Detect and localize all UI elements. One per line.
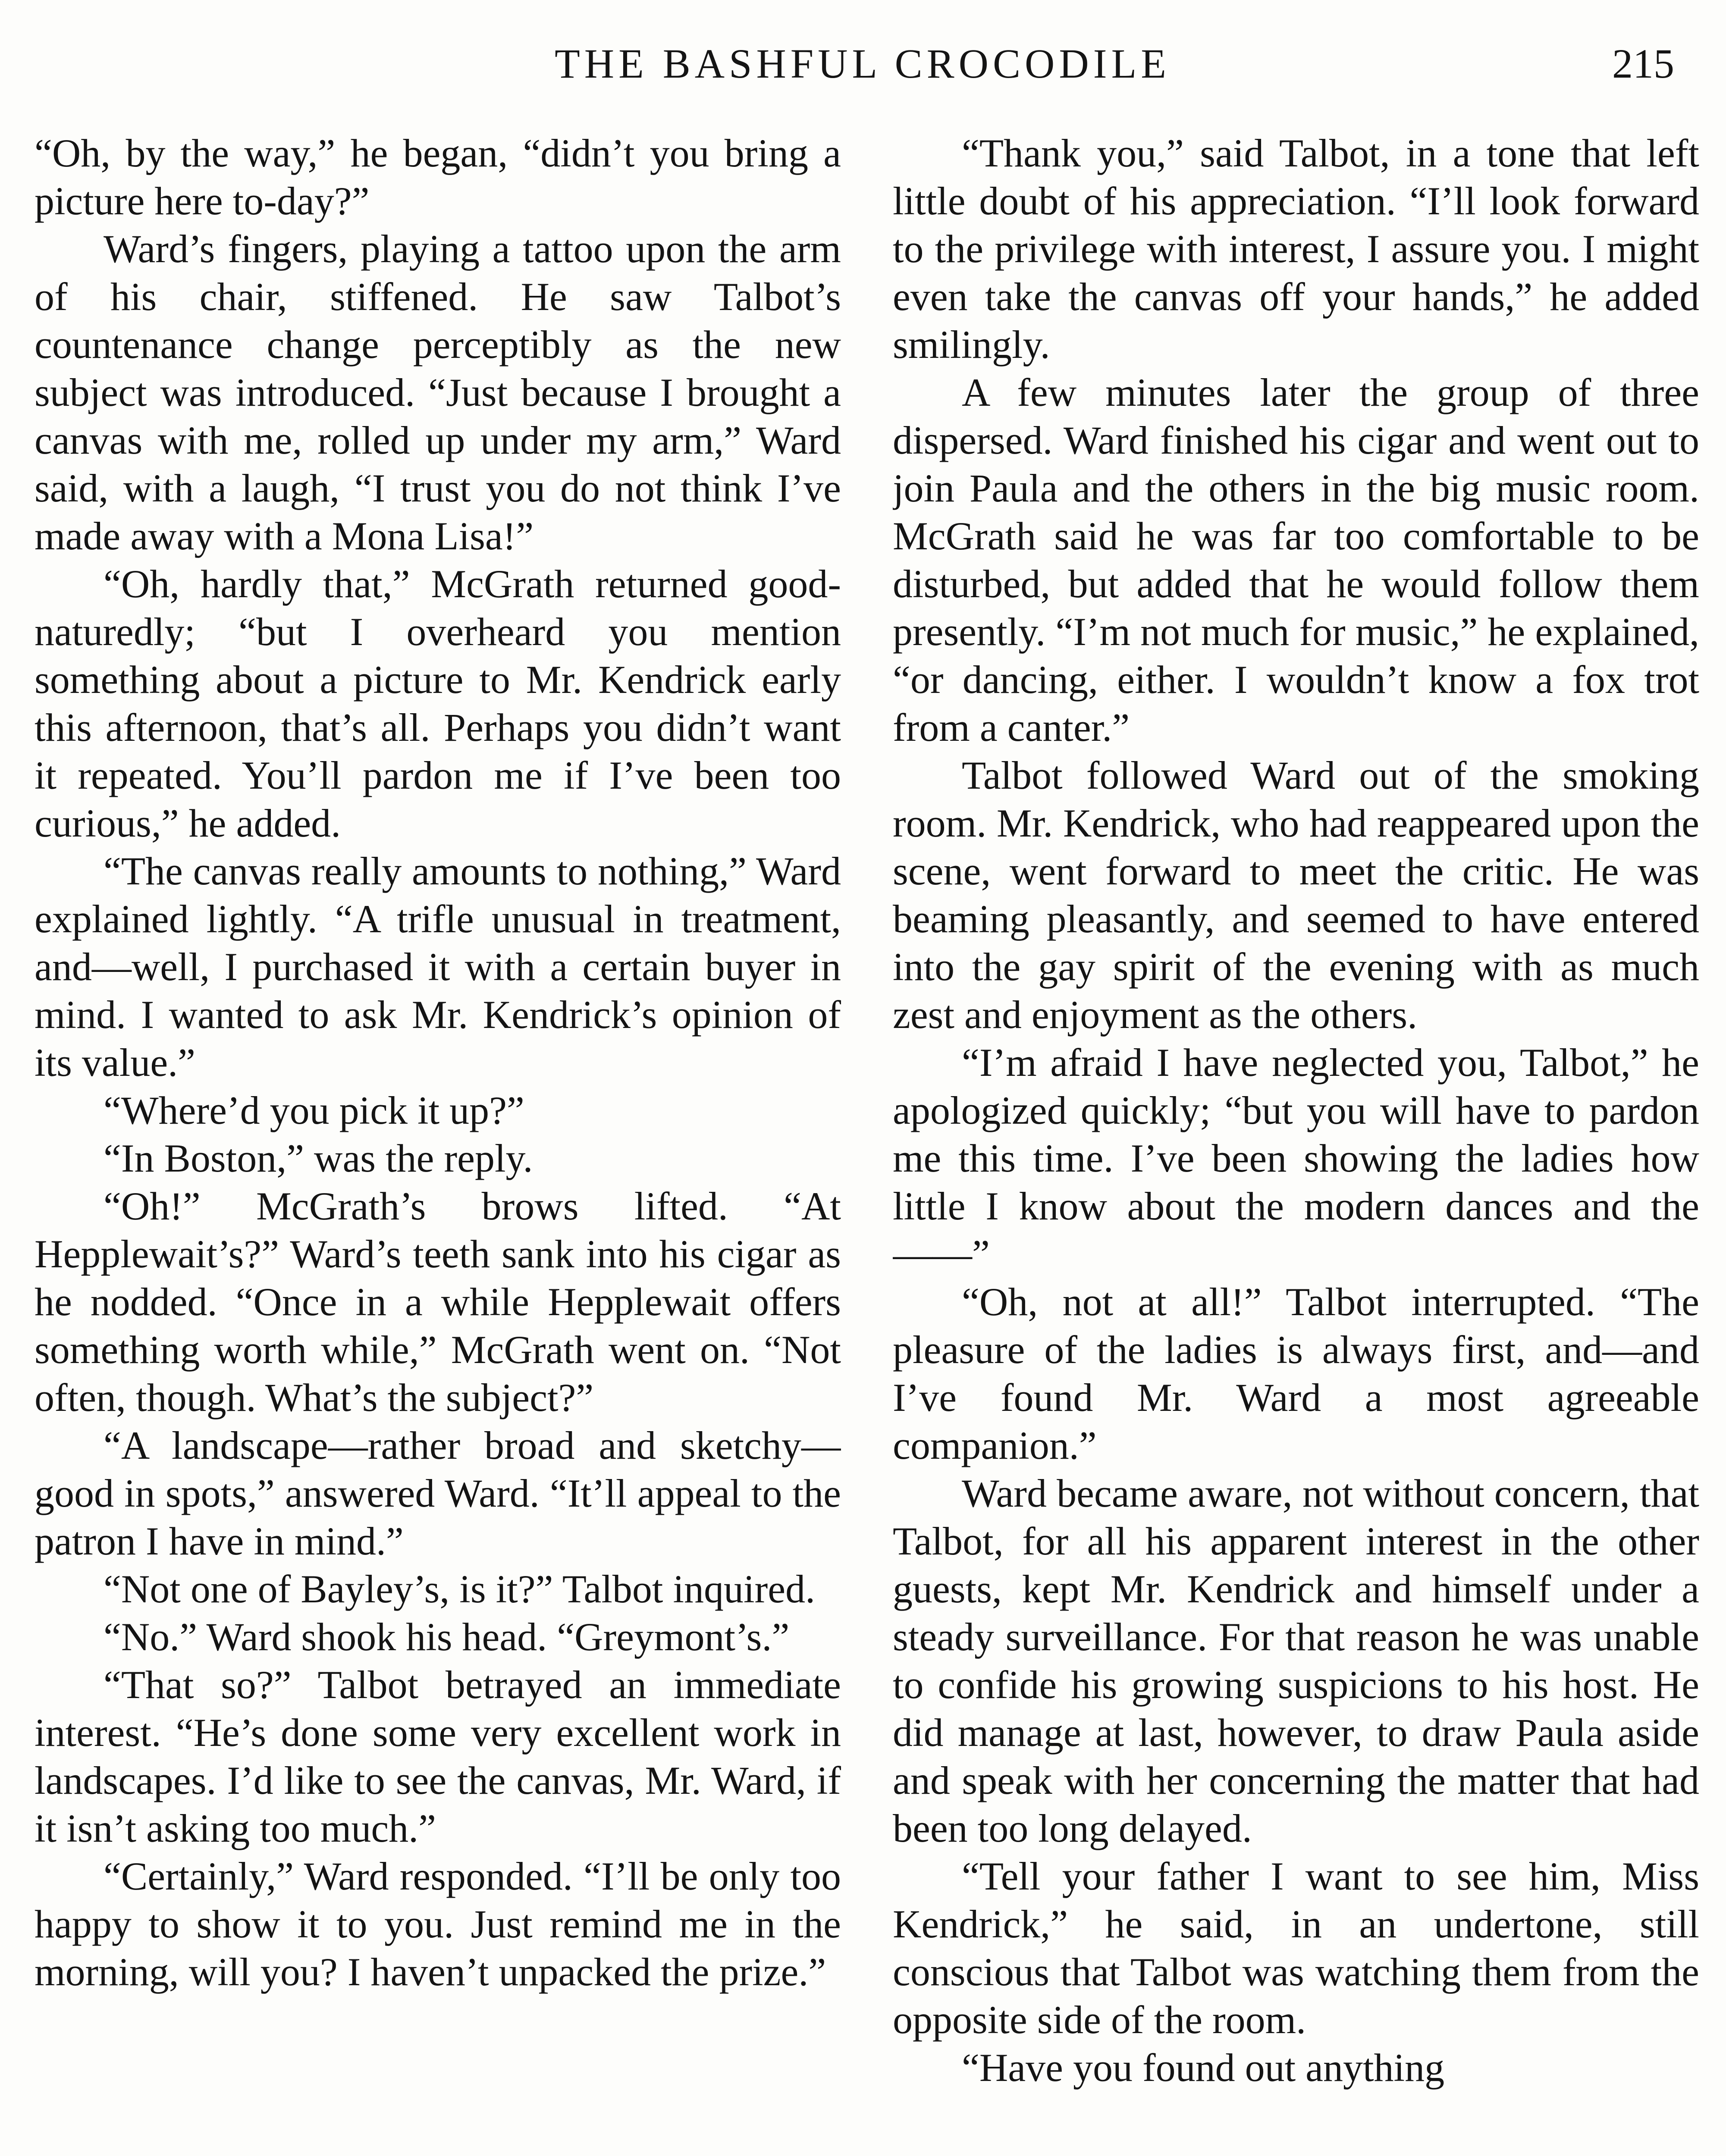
running-title: THE BASHFUL CROCODILE [555,41,1171,87]
left-column [35,129,841,2156]
paragraph: “Oh, not at all!” Talbot interrupted. “The pleasure of the ladies is always first, and—and I’ve found Mr. Ward a most agreeable companion.” [893,1280,1699,1467]
paragraph: “No.” Ward shook his head. “Greymont’s.” [104,1615,790,1659]
paragraph: “Tell your father I want to see him, Miss Kendrick,” he said, in an undertone, still conscious that Talbot was watching them from the opposite side of the room. [893,1854,1699,2042]
paragraph: “In Boston,” was the reply. [104,1136,533,1180]
paragraph: “The canvas really amounts to nothing,” Ward explained lightly. “A trifle unusual in treatment, and—well, I purchased it with a certain buyer in mind. I wanted to ask Mr. Kendrick’s opinion of its value.” [35,849,841,1084]
paragraph: Ward’s fingers, playing a tattoo upon the arm of his chair, stiffened. He saw Talbot’s countenance change perceptibly as the new subject was introduced. “Just because I brought a canvas with me, rolled up under my arm,” Ward said, with a laugh, “I trust you do not think I’ve made away with a Mona Lisa!” [35,227,841,558]
paragraph: Talbot followed Ward out of the smoking room. Mr. Kendrick, who had reappeared upon the scene, went forward to meet the critic. He was beaming pleasantly, and seemed to have entered into the gay spirit of the evening with as much zest and enjoyment as the others. [893,753,1699,1037]
paragraph: “Where’d you pick it up?” [104,1088,524,1132]
paragraph: Ward became aware, not without concern, that Talbot, for all his apparent interest in the other guests, kept Mr. Kendrick and himself under a steady surveillance. For that reason he was unable to confide his growing suspicions to his host. He did manage at last, however, to draw Paula aside and speak with her concerning the matter that had been too long delayed. [893,1471,1699,1850]
paragraph: “Not one of Bayley’s, is it?” Talbot inquired. [104,1567,816,1611]
paragraph: “Oh, by the way,” he began, “didn’t you bring a picture here to-day?” [35,131,841,223]
right-column [893,129,1699,2156]
paragraph: “That so?” Talbot betrayed an immediate interest. “He’s done some very excellent work in landscapes. I’d like to see the canvas, Mr. Ward, if it isn’t asking too much.” [35,1663,841,1850]
paragraph: “Have you found out anything [962,2046,1445,2090]
paragraph: “Oh, hardly that,” McGrath returned good-naturedly; “but I overheard you mention something about a picture to Mr. Kendrick early this afternoon, that’s all. Perhaps you didn’t want it repeated. You’ll pardon me if I’ve been too curious,” he added. [35,562,841,845]
paragraph: “Certainly,” Ward responded. “I’ll be only too happy to show it to you. Just remind me in the morning, will you? I haven’t unpacked the prize.” [35,1854,841,1994]
paragraph: “A landscape—rather broad and sketchy—good in spots,” answered Ward. “It’ll appeal to the patron I have in mind.” [35,1423,841,1563]
paragraph: A few minutes later the group of three dispersed. Ward finished his cigar and went out to join Paula and the others in the big music room. McGrath said he was far too comfortable to be disturbed, but added that he would follow them presently. “I’m not much for music,” he explained, “or dancing, either. I wouldn’t know a fox trot from a canter.” [893,370,1699,749]
paragraph: “Thank you,” said Talbot, in a tone that left little doubt of his appreciation. “I’ll look forward to the privilege with interest, I assure you. I might even take the canvas off your hands,” he added smilingly. [893,131,1699,367]
paragraph: “I’m afraid I have neglected you, Talbot,” he apologized quickly; “but you will have to pardon me this time. I’ve been showing the ladies how little I know about the modern dances and the——” [893,1040,1699,1276]
page-number: 215 [1612,41,1674,87]
paragraph: “Oh!” McGrath’s brows lifted. “At Hepplewait’s?” Ward’s teeth sank into his cigar as he nodded. “Once in a while Hepplewait offers something worth while,” McGrath went on. “Not often, though. What’s the subject?” [35,1184,841,1420]
